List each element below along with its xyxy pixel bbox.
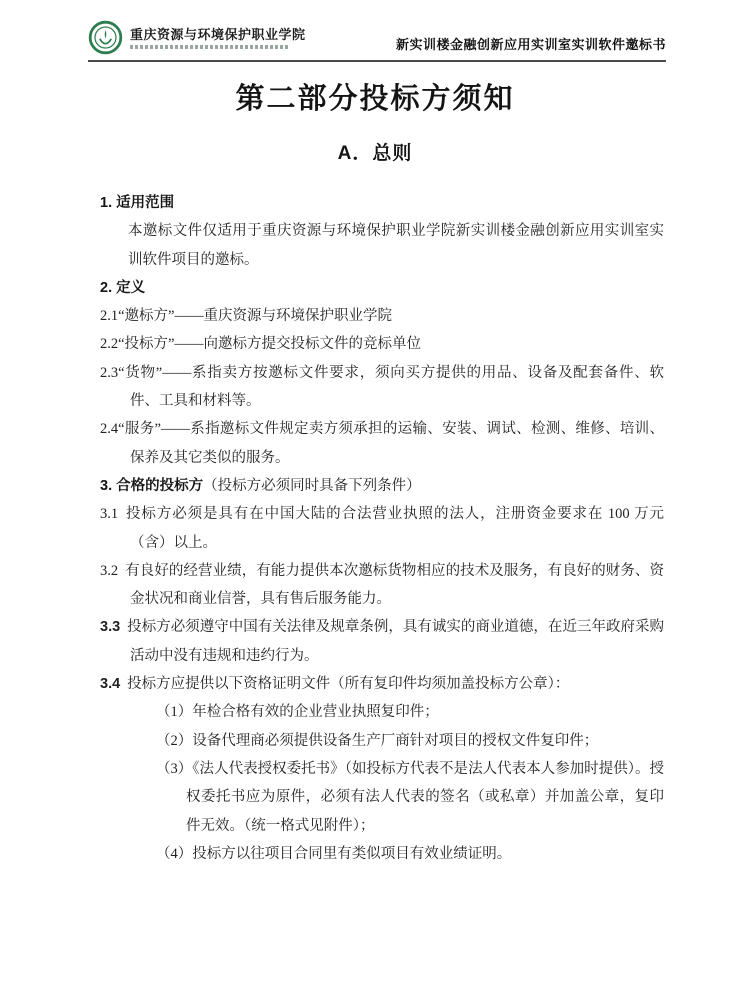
definition-item: 2.3“货物”——系指卖方按邀标文件要求，须向买方提供的用品、设备及配套备件、软件、工具和材料等。 <box>100 364 664 410</box>
section-1-paragraph: 本邀标文件仅适用于重庆资源与环境保护职业学院新实训楼金融创新应用实训室实训软件项目的邀标。 <box>128 223 664 268</box>
definition-item: 2.1“邀标方”——重庆资源与环境保护职业学院 <box>100 308 392 325</box>
clause-number: 3.3 <box>100 619 121 636</box>
sub-clause-item: （4）投标方以往项目合同里有类似项目有效业绩证明。 <box>156 845 512 862</box>
definition-item: 2.4“服务”——系指邀标文件规定卖方须承担的运输、安装、调试、检测、维修、培训、保养及其它类似的服务。 <box>100 421 664 466</box>
sub-clause-item: （3）《法人代表授权委托书》（如投标方代表不是法人代表本人参加时提供）。授权委托书应为原件，必须有法人代表的签名（或私章）并加盖公章，复印件无效。（统一格式见附件）； <box>156 760 664 834</box>
sub-clause-item: （1）年检合格有效的企业营业执照复印件； <box>156 704 439 721</box>
header-rule <box>88 60 666 62</box>
college-name: 重庆资源与环境保护职业学院 <box>130 26 306 42</box>
page-title: 第二部分投标方须知 <box>235 83 515 115</box>
section-3-heading-bold: 3. 合格的投标方 <box>100 477 204 494</box>
clause-item <box>100 557 664 614</box>
clause-text: 有良好的经营业绩，有能力提供本次邀标货物相应的技术及服务，有良好的财务、资金状况和商业信誉，具有售后服务能力。 <box>125 562 664 608</box>
clause-text: 投标方应提供以下资格证明文件（所有复印件均须加盖投标方公章）： <box>127 676 570 693</box>
section-2-heading: 2. 定义 <box>100 279 146 296</box>
section-1-heading: 1. 适用范围 <box>100 195 175 211</box>
college-emblem-icon <box>88 20 123 55</box>
clause-item <box>100 670 664 698</box>
clause-number: 3.4 <box>100 676 121 693</box>
section-a-title: A．总则 <box>337 143 413 164</box>
document-body <box>100 189 664 868</box>
section-3-heading <box>100 472 664 500</box>
sub-clause-item: （2）设备代理商必须提供设备生产厂商针对项目的授权文件复印件； <box>156 732 599 749</box>
college-subtext-blur <box>130 45 290 49</box>
clause-item <box>100 500 664 557</box>
clause-text: 投标方必须遵守中国有关法律及规章条例，具有诚实的商业道德，在近三年政府采购活动中没有违规和违约行为。 <box>127 619 664 664</box>
clause-number: 3.1 <box>100 506 119 523</box>
clause-number: 3.2 <box>100 562 119 579</box>
college-logo <box>88 20 306 55</box>
college-logo-text <box>130 27 306 49</box>
clause-text: 投标方必须是具有在中国大陆的合法营业执照的法人，注册资金要求在 100 万元（含）以上。 <box>125 506 664 551</box>
section-3-heading-note: （投标方必须同时具备下列条件） <box>203 477 421 494</box>
clause-item <box>100 613 664 670</box>
page-header <box>0 0 750 60</box>
definition-item: 2.2“投标方”——向邀标方提交投标文件的竞标单位 <box>100 336 421 353</box>
header-doc-title: 新实训楼金融创新应用实训室实训软件邀标书 <box>395 37 666 52</box>
